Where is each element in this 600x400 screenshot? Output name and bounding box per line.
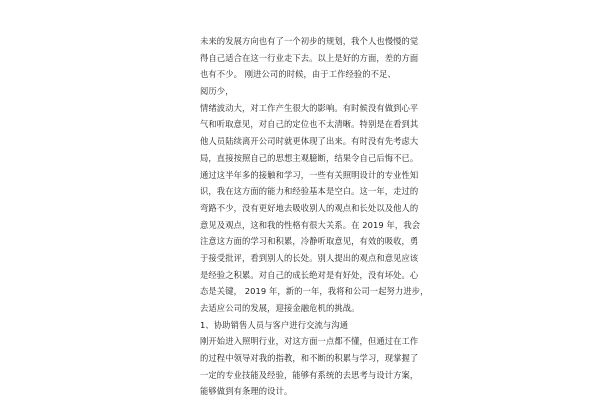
- text-line: 他人员陆续离开公司时就更体现了出来。有时没有先考虑大: [200, 136, 419, 147]
- text-line: 也有不少。 刚进公司的时候，由于工作经验的不足、: [200, 69, 396, 80]
- text-line: 识，我在这方面的能力和经验基本是空白。这一年，走过的: [200, 186, 419, 197]
- text-line: 是经验之积累。对自己的成长绝对是有好处，没有坏处。心: [200, 269, 419, 280]
- section-heading: 1、协助销售人员与客户进行交流与沟通: [200, 319, 349, 330]
- text-line: 情绪波动大，对工作产生很大的影响。有时候没有做到心平: [200, 102, 419, 113]
- text-line: 注意这方面的学习和积累，冷静听取意见，有效的吸收，勇: [200, 236, 419, 247]
- text-line: 局，直接按照自己的思想主观臆断，结果令自己后悔不已。: [200, 152, 419, 163]
- text-line: 得自己适合在这一行业走下去。以上是好的方面，差的方面: [200, 52, 419, 63]
- text-line: 刚开始进入照明行业，对这方面一点都不懂，但通过在工作: [200, 336, 419, 347]
- text-line: 于接受批评，看到别人的长处。别人提出的观点和意见应该: [200, 252, 419, 263]
- text-line: 态是关键， 2019 年，新的一年，我将和公司一起努力进步，: [200, 286, 429, 297]
- text-line: 去适应公司的发展，迎接金融危机的挑战。: [200, 303, 360, 313]
- text-line: 阅历少，: [200, 86, 234, 97]
- text-line: 弯路不少，没有更好地去吸收别人的观点和长处以及他人的: [200, 202, 419, 213]
- text-line: 能够做到有条理的设计。: [200, 386, 293, 397]
- text-line: 的过程中领导对我的指教，和不断的积累与学习，现掌握了: [200, 353, 419, 364]
- text-line: 未来的发展方向也有了一个初步的规划，我个人也慢慢的觉: [200, 36, 419, 46]
- document-body: [200, 33, 432, 400]
- text-line: 一定的专业技能及经验，能够有系统的去思考与设计方案，: [200, 369, 419, 380]
- text-line: 气和听取意见，对自己的定位也不太清晰。特别是在看到其: [200, 119, 419, 130]
- text-line: 意见及观点，这和我的性格有很大关系。在 2019 年，我会: [200, 219, 421, 230]
- text-line: 通过这半年多的接触和学习，一些有关照明设计的专业性知: [200, 169, 419, 180]
